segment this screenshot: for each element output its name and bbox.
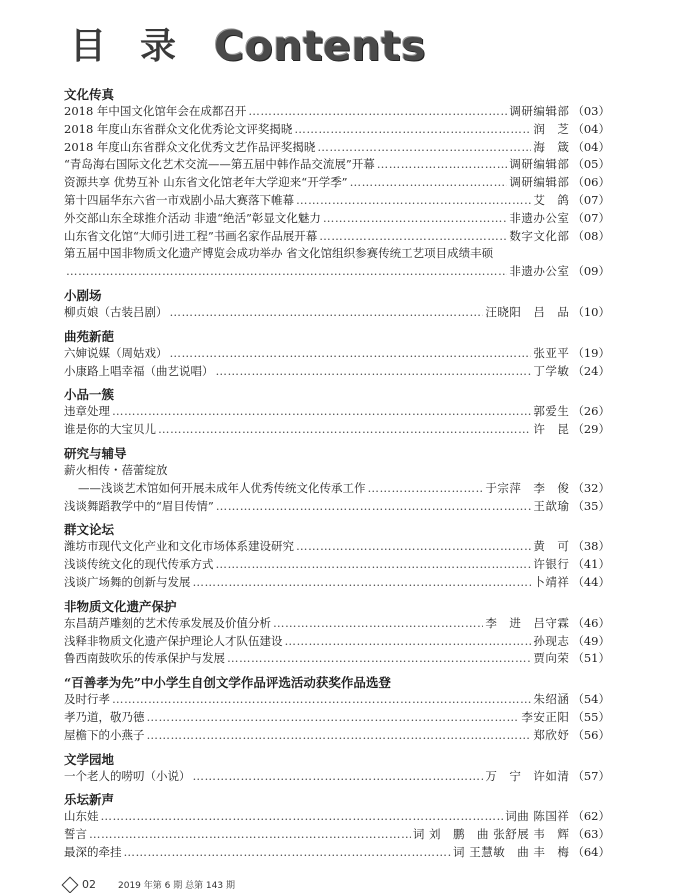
toc-entry[interactable]: [64, 263, 610, 281]
toc-section: [64, 86, 610, 281]
entry-page: （44）: [572, 574, 610, 589]
toc-entry[interactable]: [64, 403, 610, 421]
toc-entry[interactable]: [64, 498, 610, 516]
section-title: 群文论坛: [64, 522, 115, 538]
dot-leader: [216, 556, 532, 574]
entry-page: （08）: [572, 228, 610, 243]
section-title: 小品一簇: [64, 387, 115, 403]
entry-title: 山东娃: [64, 809, 99, 824]
dot-leader: [170, 304, 484, 322]
entry-author: 黄 可: [533, 539, 570, 554]
toc-entry[interactable]: [64, 192, 610, 210]
entry-author: 词 王慧敏 曲 丰 梅: [453, 844, 570, 859]
entry-author: 郭爱生: [533, 404, 570, 419]
english-title: Contents: [214, 22, 427, 70]
entry-page: （05）: [572, 157, 610, 172]
entry-page: （49）: [572, 633, 610, 648]
dot-leader: [216, 363, 532, 381]
toc-section: [64, 386, 610, 439]
dot-leader: [158, 421, 531, 439]
dot-leader: [273, 615, 483, 633]
entry-title: 孝乃道，敬乃德: [64, 709, 145, 724]
entry-title: 及时行孝: [64, 692, 110, 707]
entry-author: 非遗办公室: [509, 210, 570, 225]
section-title: 小剧场: [64, 287, 102, 303]
header: [70, 16, 426, 72]
entry-title: “青岛海右国际文化艺术交流——第五届中韩作品交流展”开幕: [64, 157, 375, 172]
dot-leader: [193, 574, 532, 592]
entry-page: （56）: [572, 727, 610, 742]
diamond-icon: [62, 876, 79, 893]
entry-title: 2018 年度山东省群众文化优秀论文评奖揭晓: [64, 121, 293, 136]
dot-leader: [112, 691, 531, 709]
dot-leader: [193, 768, 484, 786]
toc-section: [64, 791, 610, 861]
entry-author: 调研编辑部: [509, 157, 570, 172]
toc-section: [64, 598, 610, 668]
dot-leader: [319, 228, 507, 246]
entry-page: （41）: [572, 557, 610, 572]
section-title: 文学园地: [64, 751, 115, 767]
entry-author: 汪晓阳 吕 品: [485, 304, 570, 319]
dot-leader: [377, 156, 508, 174]
toc-entry[interactable]: [64, 174, 610, 192]
entry-page: （54）: [572, 692, 610, 707]
entry-author: 数字文化部: [509, 228, 570, 243]
toc-entry[interactable]: [64, 691, 610, 709]
entry-author: 万 宁 许如清: [485, 768, 570, 783]
toc-section: [64, 521, 610, 591]
entry-title: 最深的牵挂: [64, 844, 122, 859]
entry-title: 柳贞娘（古装吕剧）: [64, 304, 168, 319]
toc-entry[interactable]: [64, 363, 610, 381]
entry-author: 孙现志: [533, 633, 570, 648]
entry-page: （62）: [572, 809, 610, 824]
dot-leader: [66, 263, 507, 281]
dot-leader: [248, 103, 507, 121]
entry-author: 海 箴: [533, 139, 570, 154]
entry-page: （57）: [572, 768, 610, 783]
entry-author: 王歆瑜: [533, 498, 570, 513]
toc-entry[interactable]: [64, 210, 610, 228]
entry-title: 东昌葫芦雕刻的艺术传承发展及价值分析: [64, 615, 271, 630]
entry-author: 李 进 吕守霖: [485, 615, 570, 630]
toc-entry[interactable]: [64, 103, 610, 121]
dot-leader: [124, 844, 452, 862]
toc-entry[interactable]: [64, 304, 610, 322]
entry-page: （07）: [572, 210, 610, 225]
dot-leader: [296, 538, 531, 556]
toc-entry[interactable]: [64, 808, 610, 826]
entry-title: 外交部山东全球推介活动 非遗“绝活”彰显文化魅力: [64, 210, 321, 225]
section-title: “百善孝为先”中小学生自创文学作品评选活动获奖作品选登: [64, 675, 391, 691]
entry-author: 艾 鸽: [533, 192, 570, 207]
entry-title: 誓言: [64, 827, 87, 842]
entry-author: 李安正阳: [521, 709, 570, 724]
dot-leader: [317, 139, 531, 157]
dot-leader: [294, 121, 531, 139]
entry-page: （29）: [572, 422, 610, 437]
page-number: 02: [82, 878, 96, 891]
entry-title: 2018 年中国文化馆年会在成都召开: [64, 104, 247, 118]
entry-title: ——浅谈艺术馆如何开展未成年人优秀传统文化传承工作: [78, 480, 366, 495]
toc-entry[interactable]: [64, 345, 610, 363]
entry-author: 贾向荣: [533, 651, 570, 666]
entry-author: 许 昆: [533, 422, 570, 437]
entry-author: 丁学敏: [533, 363, 570, 378]
entry-page: （63）: [572, 827, 610, 842]
entry-author: 非遗办公室: [509, 264, 570, 279]
toc-entry[interactable]: [64, 826, 610, 844]
toc-entry[interactable]: [64, 139, 610, 157]
entry-author: 调研编辑部: [509, 104, 570, 118]
toc-entry-title[interactable]: 第五届中国非物质文化遗产博览会成功举办 省文化馆组织参赛传统工艺项目成绩丰硕: [64, 246, 494, 261]
entry-title: 六婶说媒（周姑戏）: [64, 345, 168, 360]
dot-leader: [285, 633, 532, 651]
section-title: 乐坛新声: [64, 792, 115, 808]
toc-entry[interactable]: [64, 574, 610, 592]
toc-entry[interactable]: [64, 121, 610, 139]
entry-page: （51）: [572, 651, 610, 666]
toc-entry[interactable]: [64, 844, 610, 862]
dot-leader: [296, 192, 531, 210]
entry-title: 浅谈广场舞的创新与发展: [64, 574, 191, 589]
dot-leader: [216, 498, 532, 516]
toc-entry[interactable]: [64, 156, 610, 174]
entry-title: 小康路上唱幸福（曲艺说唱）: [64, 363, 214, 378]
entry-title: 浅谈传统文化的现代传承方式: [64, 557, 214, 572]
toc-entry[interactable]: [64, 228, 610, 246]
entry-page: （35）: [572, 498, 610, 513]
toc-entry[interactable]: [64, 615, 610, 633]
toc-section: [64, 751, 610, 786]
toc-entry[interactable]: [64, 650, 610, 668]
dot-leader: [227, 650, 531, 668]
section-title: 非物质文化遗产保护: [64, 598, 177, 614]
entry-title: 浅谈舞蹈教学中的“眉目传情”: [64, 498, 214, 513]
entry-page: （09）: [572, 264, 610, 279]
toc-entry-title[interactable]: 薪火相传・蓓蕾绽放: [64, 462, 168, 477]
entry-page: （26）: [572, 404, 610, 419]
entry-author: 润 芝: [533, 121, 570, 136]
section-title: 研究与辅导: [64, 445, 127, 461]
entry-author: 卜靖祥: [533, 574, 570, 589]
entry-title: 潍坊市现代文化产业和文化市场体系建设研究: [64, 539, 294, 554]
entry-page: （04）: [572, 121, 610, 136]
entry-title: 2018 年度山东省群众文化优秀文艺作品评奖揭晓: [64, 139, 316, 154]
entry-author: 郑欣妤: [533, 727, 570, 742]
toc-section: [64, 287, 610, 322]
entry-author: 朱绍涵: [533, 692, 570, 707]
entry-page: （04）: [572, 139, 610, 154]
entry-title: 一个老人的唠叨（小说）: [64, 768, 191, 783]
entry-title: 山东省文化馆“大师引进工程”书画名家作品展开幕: [64, 228, 318, 243]
section-title: 曲苑新葩: [64, 328, 115, 344]
dot-leader: [323, 210, 507, 228]
toc-entry[interactable]: [64, 727, 610, 745]
toc-entry[interactable]: [64, 709, 610, 727]
entry-title: 谁是你的大宝贝儿: [64, 422, 156, 437]
toc-entry[interactable]: [64, 768, 610, 786]
table-of-contents: [64, 86, 610, 868]
toc-entry[interactable]: [64, 556, 610, 574]
dot-leader: [89, 826, 411, 844]
footer: [64, 878, 235, 891]
entry-page: （55）: [572, 709, 610, 724]
entry-page: （64）: [572, 844, 610, 859]
dot-leader: [112, 403, 531, 421]
entry-title: 浅释非物质文化遗产保护理论人才队伍建设: [64, 633, 283, 648]
entry-author: 调研编辑部: [509, 175, 570, 190]
entry-author: 于宗萍 李 俊: [485, 480, 570, 495]
dot-leader: [368, 480, 484, 498]
entry-page: （06）: [572, 175, 610, 190]
entry-page: （38）: [572, 539, 610, 554]
entry-page: （03）: [572, 104, 610, 118]
entry-page: （07）: [572, 192, 610, 207]
entry-author: 词曲 陈国祥: [505, 809, 570, 824]
entry-page: （24）: [572, 363, 610, 378]
dot-leader: [350, 174, 508, 192]
entry-author: 词 刘 鹏 曲 张舒展 韦 辉: [412, 827, 570, 842]
toc-section: [64, 445, 610, 515]
dot-leader: [170, 345, 532, 363]
chinese-title: 目录: [70, 26, 211, 67]
issue-info: 2019 年第 6 期 总第 143 期: [118, 881, 235, 891]
entry-page: （10）: [572, 304, 610, 319]
entry-title: 违章处理: [64, 404, 110, 419]
dot-leader: [147, 727, 532, 745]
entry-page: （19）: [572, 345, 610, 360]
entry-title: 第十四届华东六省一市戏剧小品大赛落下帷幕: [64, 192, 294, 207]
toc-section: [64, 328, 610, 381]
toc-entry[interactable]: [64, 480, 610, 498]
entry-page: （32）: [572, 480, 610, 495]
toc-section: [64, 674, 610, 744]
entry-author: 张亚平: [533, 345, 570, 360]
dot-leader: [101, 808, 504, 826]
section-title: 文化传真: [64, 87, 115, 102]
toc-entry[interactable]: [64, 421, 610, 439]
entry-author: 许银行: [533, 557, 570, 572]
entry-title: 鲁西南鼓吹乐的传承保护与发展: [64, 651, 225, 666]
entry-page: （46）: [572, 615, 610, 630]
entry-title: 屋檐下的小燕子: [64, 727, 145, 742]
dot-leader: [147, 709, 520, 727]
toc-entry[interactable]: [64, 538, 610, 556]
entry-title: 资源共享 优势互补 山东省文化馆老年大学迎来“开学季”: [64, 175, 348, 190]
toc-entry[interactable]: [64, 633, 610, 651]
